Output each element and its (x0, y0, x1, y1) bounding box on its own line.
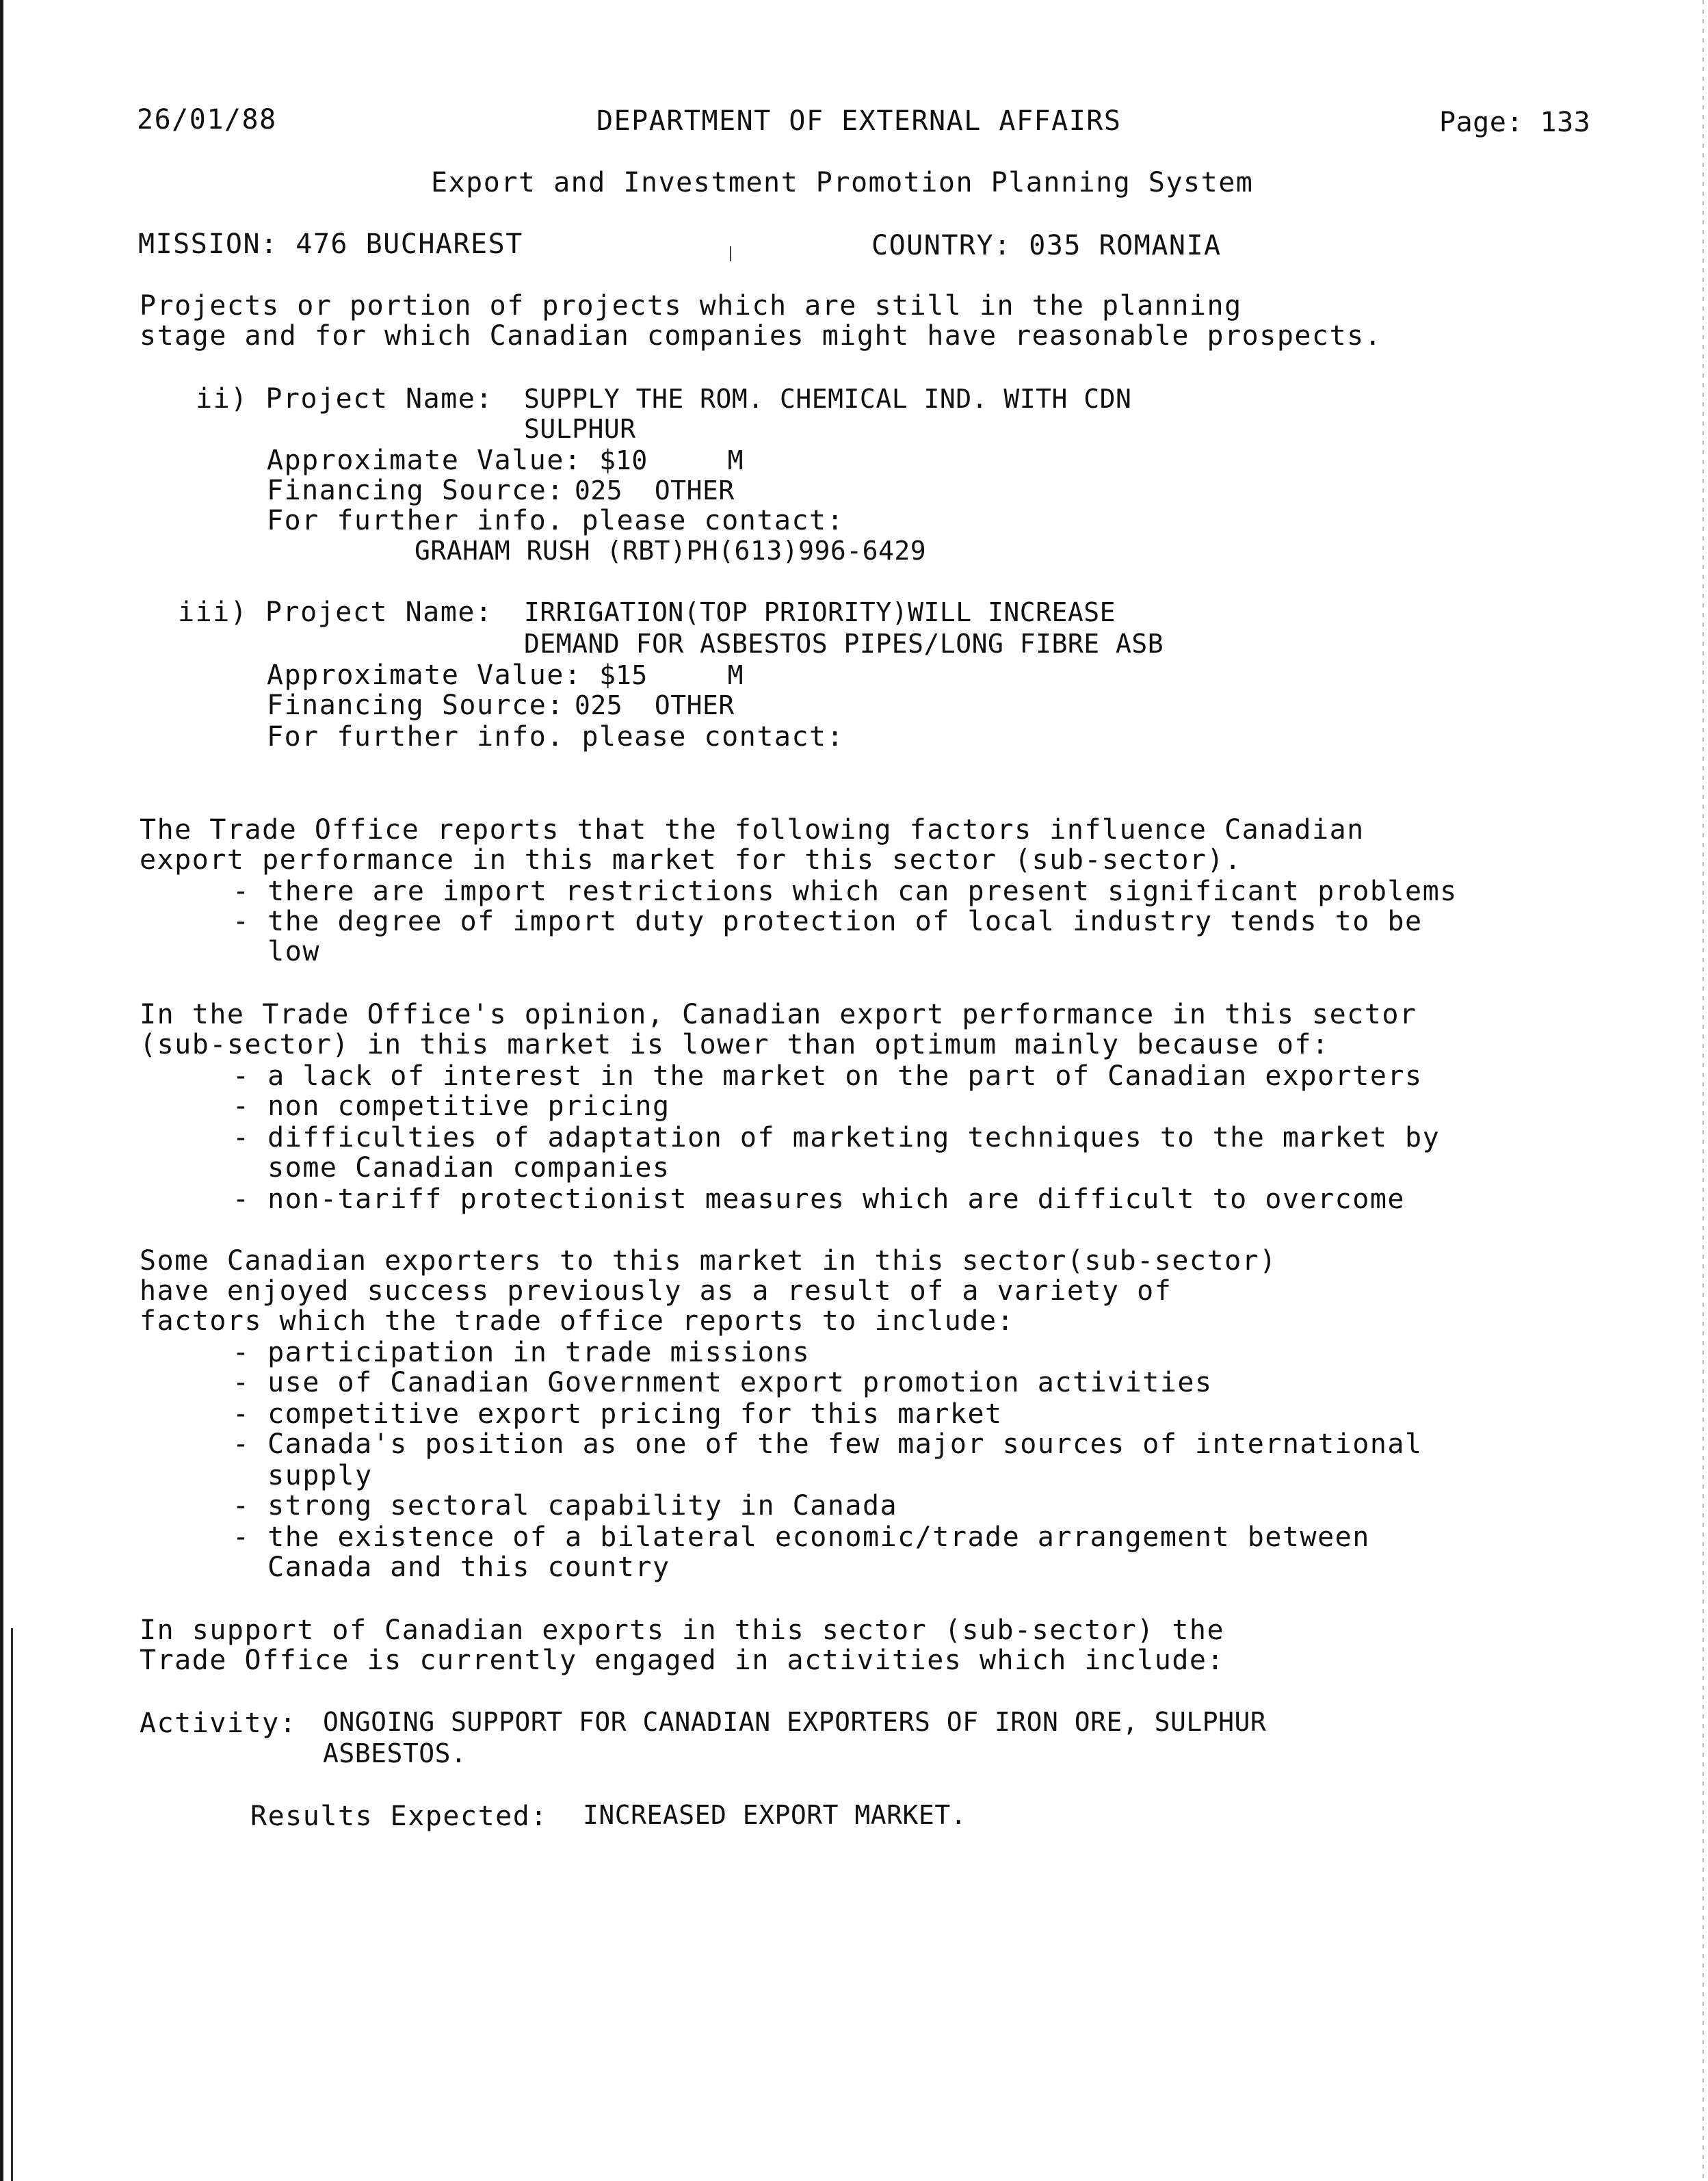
activity-label: Activity: (140, 1708, 298, 1739)
stray-mark (730, 246, 731, 261)
project-iii-value-label: Approximate Value: $ (267, 659, 617, 691)
success-item: - use of Canadian Government export promotion activities (233, 1367, 1213, 1398)
intro-line-2: stage and for which Canadian companies might have reasonable prospects. (140, 320, 1382, 352)
success-line-3: factors which the trade office reports to include: (140, 1305, 1015, 1337)
results-text: INCREASED EXPORT MARKET. (583, 1800, 967, 1830)
project-ii-contact-label: For further info. please contact: (267, 505, 845, 536)
opinion-item: - non competitive pricing (233, 1090, 670, 1122)
factors-item: - the degree of import duty protection of local industry tends to be (233, 906, 1423, 937)
factors-line-1: The Trade Office reports that the following factors influence Canadian (140, 814, 1365, 846)
support-line-2: Trade Office is currently engaged in activities which include: (140, 1645, 1225, 1676)
success-item: - Canada's position as one of the few major sources of international (233, 1428, 1423, 1460)
project-ii-value-label: Approximate Value: $ (267, 445, 617, 476)
country-label: COUNTRY: 035 ROMANIA (871, 230, 1222, 261)
success-item: - participation in trade missions (233, 1337, 811, 1368)
project-ii-contact: GRAHAM RUSH (RBT)PH(613)996-6429 (415, 536, 927, 566)
success-line-2: have enjoyed success previously as a result of a variety of (140, 1275, 1172, 1307)
success-item: - competitive export pricing for this market (233, 1398, 1003, 1430)
department-title: DEPARTMENT OF EXTERNAL AFFAIRS (596, 105, 1122, 137)
project-ii-finance-label: Financing Source: (267, 475, 564, 506)
page-left-edge-inner (11, 1628, 13, 2181)
project-ii-value: 10 M (616, 445, 744, 475)
page-number: Page: 133 (1439, 107, 1591, 138)
factors-line-2: export performance in this market for this sector (sub-sector). (140, 844, 1242, 876)
activity-text-2: ASBESTOS. (323, 1738, 467, 1768)
success-item: - the existence of a bilateral economic/trade arrangement between (233, 1522, 1370, 1553)
opinion-item: - difficulties of adaptation of marketing techniques to the market by (233, 1122, 1441, 1153)
opinion-item: some Canadian companies (233, 1152, 670, 1184)
results-label: Results Expected: (250, 1801, 548, 1832)
project-iii-name-2: DEMAND FOR ASBESTOS PIPES/LONG FIBRE ASB (524, 629, 1164, 659)
opinion-item: - a lack of interest in the market on the part of Canadian exporters (233, 1060, 1423, 1092)
intro-line-1: Projects or portion of projects which are still in the planning (140, 290, 1242, 322)
project-ii-name-1: SUPPLY THE ROM. CHEMICAL IND. WITH CDN (524, 384, 1132, 414)
page-right-edge (1703, 0, 1704, 2181)
project-iii-finance-label: Financing Source: (267, 690, 564, 721)
mission-label: MISSION: 476 BUCHAREST (138, 228, 523, 260)
project-iii-name-1: IRRIGATION(TOP PRIORITY)WILL INCREASE (524, 597, 1116, 627)
opinion-line-2: (sub-sector) in this market is lower than optimum mainly because of: (140, 1029, 1330, 1060)
project-iii-contact-label: For further info. please contact: (267, 721, 845, 753)
success-line-1: Some Canadian exporters to this market in this sector(sub-sector) (140, 1245, 1277, 1277)
success-item: Canada and this country (233, 1552, 670, 1583)
project-ii-finance: 025 OTHER (575, 475, 735, 506)
project-iii-value: 15 M (616, 660, 744, 690)
opinion-line-1: In the Trade Office's opinion, Canadian export performance in this sector (140, 999, 1417, 1030)
project-iii-finance: 025 OTHER (575, 690, 735, 720)
project-ii-label: ii) Project Name: (196, 383, 493, 415)
support-line-1: In support of Canadian exports in this sector (sub-sector) the (140, 1615, 1225, 1646)
success-item: supply (233, 1460, 373, 1491)
system-title: Export and Investment Promotion Planning System (431, 167, 1254, 198)
factors-item: low (233, 936, 320, 967)
project-iii-label: iii) Project Name: (178, 597, 493, 628)
report-date: 26/01/88 (137, 104, 277, 135)
project-ii-name-2: SULPHUR (524, 414, 636, 444)
opinion-item: - non-tariff protectionist measures which are difficult to overcome (233, 1184, 1405, 1215)
success-item: - strong sectoral capability in Canada (233, 1490, 898, 1522)
factors-item: - there are import restrictions which can present significant problems (233, 876, 1458, 907)
page-left-edge (0, 0, 3, 2181)
activity-text-1: ONGOING SUPPORT FOR CANADIAN EXPORTERS OF IRON ORE, SULPHUR (323, 1707, 1267, 1737)
